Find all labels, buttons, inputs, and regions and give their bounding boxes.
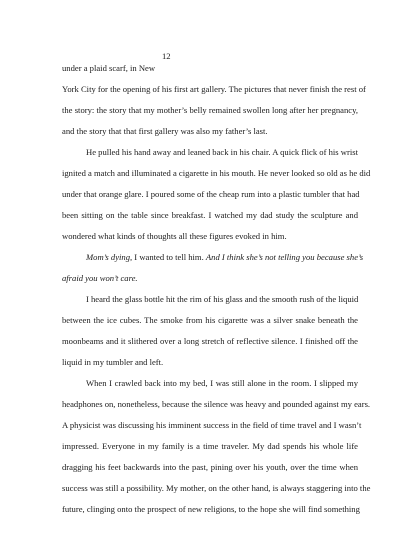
text-line: dragging his feet backwards into the past, pining over his youth, over the time when [62, 462, 358, 472]
text-line: success was still a possibility. My mother, on the other hand, is always staggering into the [62, 483, 371, 493]
text-line: York City for the opening of his first art gallery. The pictures that never finish the rest of [62, 84, 366, 94]
text-line-italic [62, 273, 138, 283]
italic-text: afraid you won’t care. [62, 273, 138, 283]
text-line: under a plaid scarf, in New [62, 63, 156, 73]
text-line: moonbeams and it slithered over a long stretch of reflective silence. I finished off the [62, 336, 358, 346]
text-line: between the ice cubes. The smoke from his cigarette was a silver snake beneath the [62, 315, 358, 325]
text-line: future, clinging onto the prospect of new religions, to the hope she will find something [62, 504, 360, 514]
text-line: ignited a match and illuminated a cigarette in his mouth. He never looked so old as he did [62, 168, 371, 178]
italic-text: Mom’s dying, [86, 252, 133, 262]
text-line: When I crawled back into my bed, I was still alone in the room. I slipped my [86, 378, 358, 388]
text-line: wondered what kinds of thoughts all these figures evoked in him. [62, 231, 287, 241]
text-line: liquid in my tumbler and left. [62, 357, 164, 367]
text-line: headphones on, nonetheless, because the silence was heavy and pounded against my ears. [62, 399, 371, 409]
text-line: under that orange glare. I poured some of the cheap rum into a plastic tumbler that had [62, 189, 360, 199]
text-line: I heard the glass bottle hit the rim of his glass and the smooth rush of the liquid [86, 294, 359, 304]
text-line-italic-mixed [86, 252, 364, 262]
text-line: impressed. Everyone in my family is a time traveler. My dad spends his whole life [62, 441, 358, 451]
roman-text: I wanted to tell him. [132, 252, 206, 262]
text-line: He pulled his hand away and leaned back in his chair. A quick flick of his wrist [86, 147, 358, 157]
text-line: been sitting on the table since breakfast. I watched my dad study the sculpture and [62, 210, 358, 220]
text-line: A physicist was discussing his imminent success in the field of time travel and I wasn’t [62, 420, 362, 430]
text-line: and the story that that first gallery was also my father’s last. [62, 126, 268, 136]
page-number: 12 [162, 51, 171, 61]
italic-text: And I think she’s not telling you because she’s [205, 252, 364, 262]
text-line: the story: the story that my mother’s belly remained swollen long after her pregnancy, [62, 105, 358, 115]
